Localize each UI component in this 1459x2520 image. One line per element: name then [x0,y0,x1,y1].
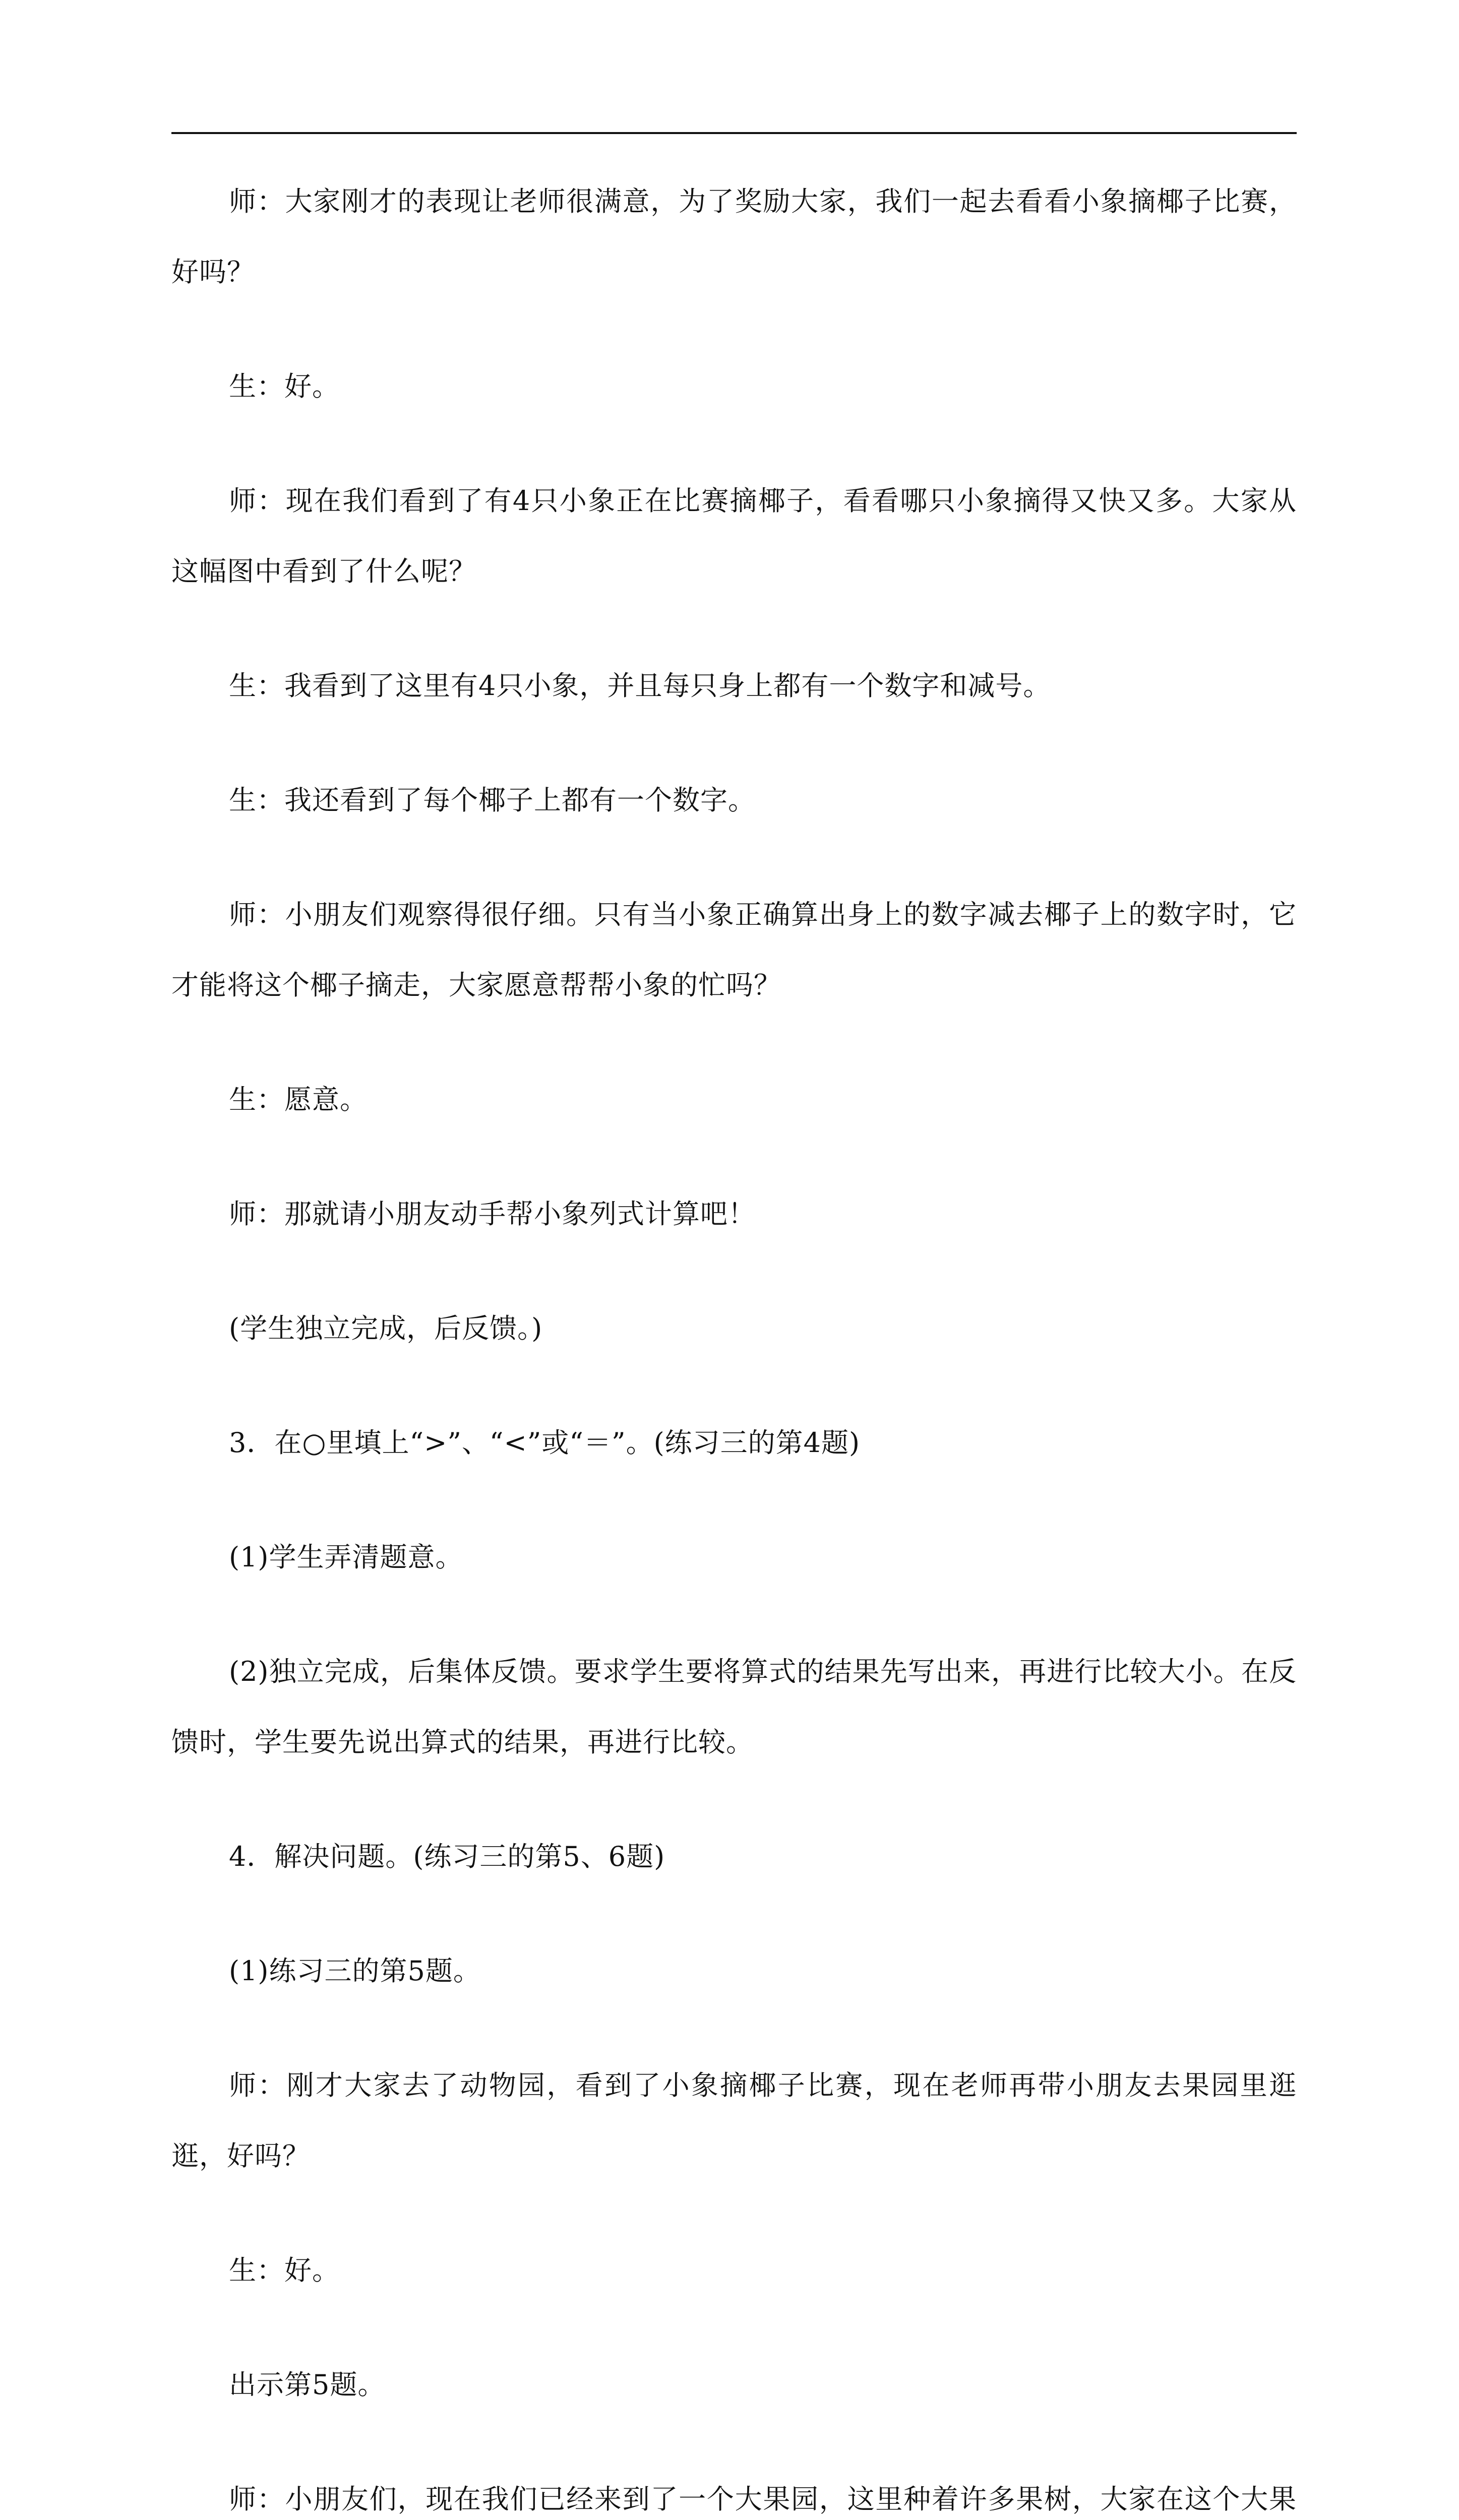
paragraph: 生：好。 [229,2254,340,2286]
document-body [171,166,1297,2520]
paragraph: 师：那就请小朋友动手帮小象列式计算吧！ [229,1198,756,1230]
paragraph: 出示第5题。 [229,2369,386,2401]
paragraph: 师：大家刚才的表现让老师很满意，为了奖励大家，我们一起去看看小象摘椰子比赛，好吗？ [171,185,1297,288]
paragraph: 4．解决问题。(练习三的第5、6题) [229,1841,665,1872]
paragraph: (学生独立完成，后反馈。) [229,1312,543,1344]
paragraph: (1)学生弄清题意。 [229,1541,463,1573]
paragraph: 3．在○里填上“>”、“<”或“＝”。(练习三的第4题) [229,1427,861,1459]
paragraph: 生：我还看到了每个椰子上都有一个数字。 [229,784,756,816]
paragraph: (2)独立完成，后集体反馈。要求学生要将算式的结果先写出来，再进行比较大小。在反馈时，学生要先说出算式的结果，再进行比较。 [171,1656,1297,1758]
header-rule [171,132,1297,134]
paragraph: 生：愿意。 [229,1084,368,1115]
paragraph: 师：小朋友们观察得很仔细。只有当小象正确算出身上的数字减去椰子上的数字时，它才能将这个椰子摘走，大家愿意帮帮小象的忙吗？ [171,899,1297,1001]
paragraph: 师：刚才大家去了动物园，看到了小象摘椰子比赛，现在老师再带小朋友去果园里逛逛，好吗？ [171,2069,1297,2172]
paragraph: 生：我看到了这里有4只小象，并且每只身上都有一个数字和减号。 [229,670,1051,702]
paragraph: 师：现在我们看到了有4只小象正在比赛摘椰子，看看哪只小象摘得又快又多。大家从这幅图中看到了什么呢？ [171,485,1297,587]
paragraph: (1)练习三的第5题。 [229,1955,481,1987]
paragraph: 生：好。 [229,370,340,402]
paragraph: 师：小朋友们，现在我们已经来到了一个大果园，这里种着许多果树，大家在这个大果 [229,2483,1297,2515]
